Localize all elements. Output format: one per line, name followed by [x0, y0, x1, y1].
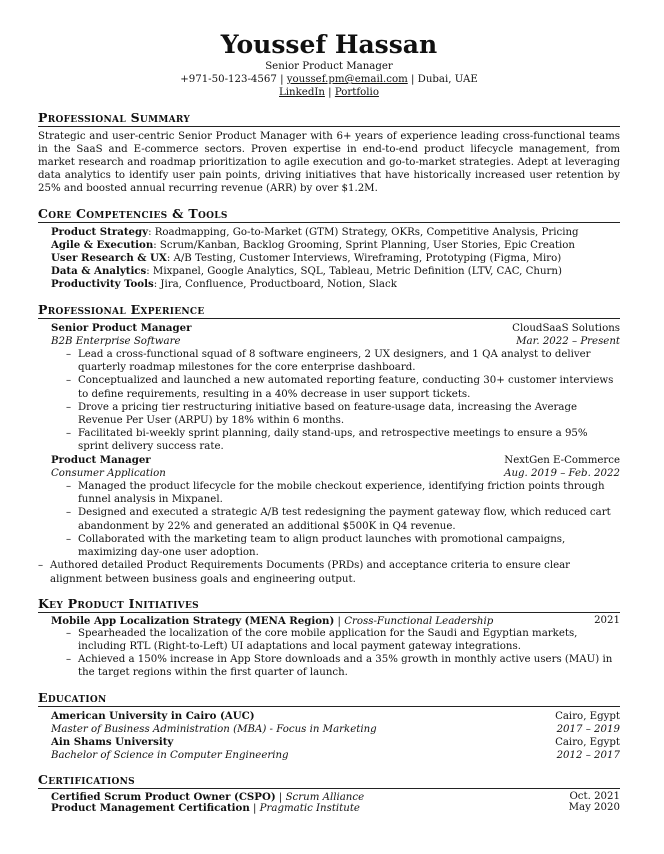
job-entry — [38, 322, 620, 454]
list-item: – Achieved a 150% increase in App Store downloads and a 35% growth in monthly active users (MAU) in the target regions within the first quarter of launch. — [78, 653, 620, 679]
list-item: – Authored detailed Product Requirements Documents (PRDs) and acceptance criteria to ensure clear alignment between business goals and engineering output. — [50, 559, 620, 585]
skill-value: : Scrum/Kanban, Backlog Grooming, Sprint Planning, User Stories, Epic Creation — [153, 239, 575, 251]
location: Dubai, UAE — [417, 74, 478, 86]
skills-list — [38, 226, 620, 292]
list-item: – Managed the product lifecycle for the mobile checkout experience, identifying friction points through funnel analysis in Mixpanel. — [78, 480, 620, 506]
cert-date: Oct. 2021 — [569, 791, 620, 803]
list-item: – Spearheaded the localization of the core mobile application for the Saudi and Egyptian markets, including RTL (Right-to-Left) UI adaptations and local payment gateway integrations. — [78, 627, 620, 653]
job-header — [38, 454, 620, 467]
skill-row — [51, 278, 620, 291]
certifications-section — [38, 772, 620, 814]
candidate-name: Youssef Hassan — [220, 30, 438, 59]
list-item: – Designed and executed a strategic A/B test redesigning the payment gateway flow, which reduced cart abandonment by 22% and generated an additional $500K in Q4 revenue. — [78, 506, 620, 532]
education-degree-row — [38, 749, 620, 762]
separator: | — [324, 87, 335, 99]
list-item: – Facilitated bi-weekly sprint planning, daily stand-ups, and retrospective meetings to ensure a 95% sprint delivery success rate. — [78, 427, 620, 453]
school-location: Cairo, Egypt — [555, 736, 620, 748]
skill-value: : Jira, Confluence, Productboard, Notion, Slack — [153, 279, 397, 291]
section-heading: Professional Experience — [38, 302, 620, 319]
initiative-header — [38, 616, 620, 627]
summary-section — [38, 110, 620, 196]
skill-row — [51, 265, 620, 278]
certification-row — [38, 803, 620, 814]
list-item: – Lead a cross-functional squad of 8 software engineers, 2 UX designers, and 1 QA analyst to deliver quarterly roadmap milestones for the core enterprise dashboard. — [78, 348, 620, 374]
job-company: NextGen E-Commerce — [504, 454, 620, 466]
skill-row — [51, 226, 620, 239]
skill-label: Product Strategy — [51, 225, 149, 238]
orphan-bullets — [38, 559, 620, 585]
job-subheader — [38, 335, 620, 348]
education-degree-row — [38, 723, 620, 736]
job-bullets — [38, 480, 620, 559]
section-heading: Core Competencies & Tools — [38, 206, 620, 223]
skill-label: Agile & Execution — [51, 238, 154, 251]
school-location: Cairo, Egypt — [555, 710, 620, 722]
skill-row — [51, 252, 620, 265]
degree: Master of Business Administration (MBA) - Focus in Marketing — [51, 723, 377, 735]
linkedin-link[interactable]: LinkedIn — [279, 87, 325, 99]
section-heading: Professional Summary — [38, 110, 620, 127]
list-item: – Conceptualized and launched a new automated reporting feature, conducting 30+ customer interviews to define requirements, resulting in a 40% decrease in user support tickets. — [78, 374, 620, 400]
job-role: Senior Product Manager — [51, 321, 192, 334]
separator: | — [249, 803, 260, 815]
candidate-title: Senior Product Manager — [265, 61, 393, 72]
initiative-year: 2021 — [594, 614, 620, 626]
skill-row — [51, 239, 620, 252]
summary-text: Strategic and user-centric Senior Product Manager with 6+ years of experience leading cross-functional teams in the SaaS and E-commerce sectors. Proven expertise in end-to-end product lifecycle management, from market research and roadmap prioritization to agile execution and go-to-market strategies. Adept at leveraging data analytics to identify user pain points, driving initiatives that have historically increased user retention by 25% and boosted annual recurring revenue (ARR) by over $1.2M. — [38, 130, 620, 195]
degree: Bachelor of Science in Computer Engineering — [51, 750, 289, 762]
skill-label: Data & Analytics — [51, 265, 147, 278]
list-item: – Drove a pricing tier restructuring initiative based on feature-usage data, increasing the Average Revenue Per User (ARPU) by 18% within 6 months. — [78, 401, 620, 427]
job-team: Consumer Application — [51, 467, 166, 479]
skill-value: : Mixpanel, Google Analytics, SQL, Tableau, Metric Definition (LTV, CAC, Churn) — [146, 266, 562, 278]
job-role: Product Manager — [51, 453, 151, 466]
job-header — [38, 322, 620, 335]
experience-section — [38, 302, 620, 586]
initiative-bullets — [38, 627, 620, 680]
initiatives-section — [38, 596, 620, 680]
job-team: B2B Enterprise Software — [51, 335, 181, 347]
separator: | — [275, 792, 286, 804]
degree-dates: 2012 – 2017 — [556, 750, 620, 762]
skills-section — [38, 206, 620, 292]
initiative-title-wrap — [51, 616, 493, 627]
job-dates: Aug. 2019 – Feb. 2022 — [504, 467, 620, 479]
job-bullets — [38, 348, 620, 454]
list-item: – Collaborated with the marketing team to align product launches with promotional campaigns, maximizing day-one user adoption. — [78, 533, 620, 559]
section-heading: Certifications — [38, 772, 620, 789]
job-dates: Mar. 2022 – Present — [516, 335, 620, 347]
skill-value: : A/B Testing, Customer Interviews, Wireframing, Prototyping (Figma, Miro) — [166, 253, 562, 265]
education-section — [38, 690, 620, 763]
section-heading: Key Product Initiatives — [38, 596, 620, 613]
separator: | — [334, 615, 345, 627]
cert-title — [51, 803, 360, 814]
separator: | — [407, 74, 418, 86]
cert-name: Product Management Certification — [51, 802, 250, 815]
job-entry — [38, 454, 620, 560]
cert-issuer: Scrum Alliance — [285, 792, 365, 804]
links-line — [38, 86, 620, 99]
education-school-row — [38, 710, 620, 723]
skill-label: Productivity Tools — [51, 278, 154, 291]
cert-name: Certified Scrum Product Owner (CSPO) — [51, 791, 276, 804]
initiative-subtitle: Cross-Functional Leadership — [344, 615, 494, 627]
section-heading: Education — [38, 690, 620, 707]
skill-value: : Roadmapping, Go-to-Market (GTM) Strategy, OKRs, Competitive Analysis, Pricing — [148, 226, 579, 238]
separator: | — [276, 74, 287, 86]
school-name: Ain Shams University — [51, 735, 174, 748]
phone: +971-50-123-4567 — [180, 74, 277, 86]
skill-label: User Research & UX — [51, 252, 167, 265]
school-name: American University in Cairo (AUC) — [51, 709, 255, 722]
portfolio-link[interactable]: Portfolio — [334, 87, 379, 99]
contact-line — [38, 73, 620, 86]
cert-date: May 2020 — [568, 802, 620, 814]
job-company: CloudSaaS Solutions — [512, 322, 620, 334]
cert-issuer: Pragmatic Institute — [259, 803, 360, 815]
email-link[interactable]: youssef.pm@email.com — [286, 74, 408, 86]
degree-dates: 2017 – 2019 — [556, 723, 620, 735]
job-subheader — [38, 467, 620, 480]
education-school-row — [38, 736, 620, 749]
initiative-title: Mobile App Localization Strategy (MENA Region) — [51, 614, 335, 627]
